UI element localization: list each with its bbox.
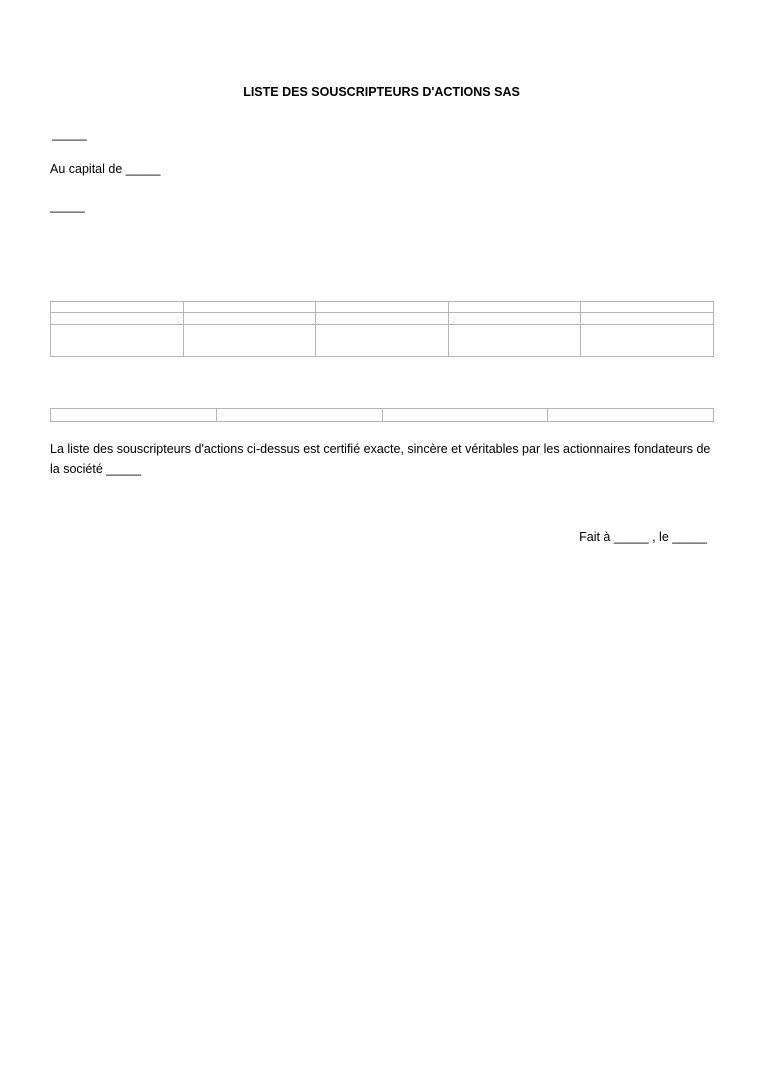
table-cell — [581, 313, 714, 325]
table-cell — [51, 409, 217, 422]
table-cell — [216, 409, 382, 422]
table-cell — [316, 313, 449, 325]
table-cell — [316, 325, 449, 357]
totals-table — [50, 408, 714, 422]
table-row — [51, 313, 714, 325]
table-cell — [316, 302, 449, 313]
table-cell — [183, 313, 316, 325]
table-cell — [581, 302, 714, 313]
capital-line: Au capital de _____ — [50, 162, 161, 176]
subscribers-table — [50, 301, 714, 357]
table-cell — [51, 325, 184, 357]
certification-paragraph: La liste des souscripteurs d'actions ci-dessus est certifié exacte, sincère et véritables par les actionnaires fondateurs de la société _____ — [50, 442, 711, 476]
table-row — [51, 302, 714, 313]
table-cell — [581, 325, 714, 357]
table-cell — [51, 302, 184, 313]
table-cell — [448, 313, 581, 325]
table-row — [51, 409, 714, 422]
table-cell — [382, 409, 548, 422]
table-cell — [183, 325, 316, 357]
place-date-line: Fait à _____ , le _____ — [579, 530, 707, 544]
document-title: LISTE DES SOUSCRIPTEURS D'ACTIONS SAS — [243, 85, 520, 99]
table-cell — [548, 409, 714, 422]
table-cell — [448, 302, 581, 313]
table-cell — [448, 325, 581, 357]
table-cell — [51, 313, 184, 325]
address-placeholder: _____ — [50, 199, 85, 213]
table-row — [51, 325, 714, 357]
company-name-placeholder: _____ — [52, 127, 87, 141]
table-cell — [183, 302, 316, 313]
